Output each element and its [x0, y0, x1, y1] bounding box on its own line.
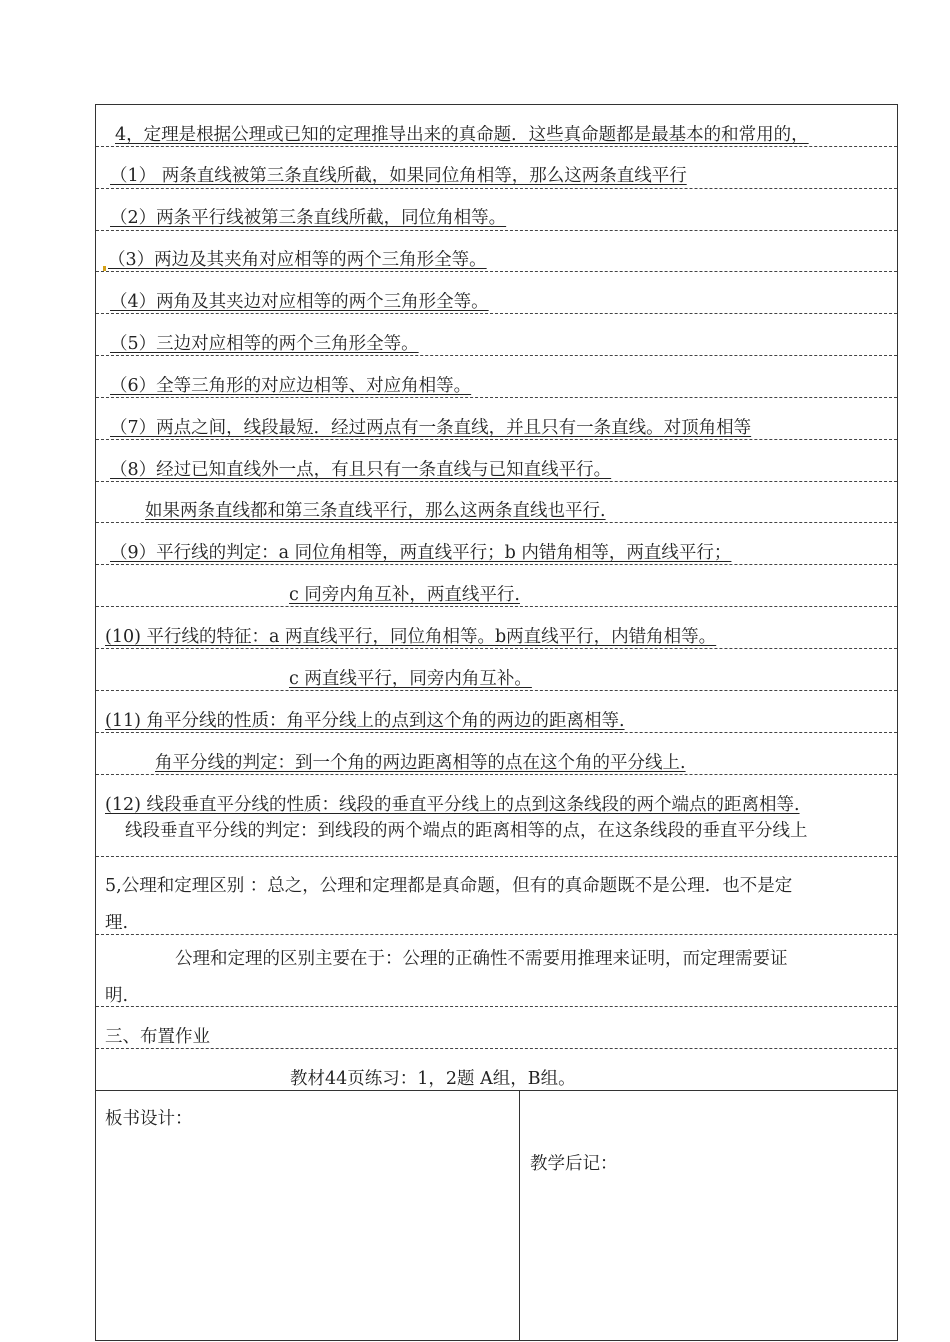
theorem-2: （2）两条平行线被第三条直线所截，同位角相等。: [110, 208, 507, 228]
theorem-6: （6）全等三角形的对应边相等、对应角相等。: [110, 376, 472, 396]
dashed-rule: [96, 564, 897, 565]
dashed-rule: [96, 355, 897, 356]
table-divider-vertical: [519, 1090, 520, 1341]
theorem-12-converse: 线段垂直平分线的判定：到线段的两个端点的距离相等的点，在这条线段的垂直平分线上: [125, 821, 808, 841]
axiom-theorem-main-difference: 公理和定理的区别主要在于：公理的正确性不需要用推理来证明，而定理需要证: [175, 949, 788, 969]
theorem-1: （1） 两条直线被第三条直线所截，如果同位角相等，那么这两条直线平行: [110, 166, 687, 186]
theorem-12: (12) 线段垂直平分线的性质：线段的垂直平分线上的点到这条线段的两个端点的距离相等.: [105, 795, 800, 815]
teaching-notes-label: 教学后记：: [530, 1154, 618, 1174]
homework-assignment: 教材44页练习：1，2题 A组，B组。: [290, 1069, 576, 1089]
dashed-rule: [96, 188, 897, 189]
dashed-rule: [96, 271, 897, 272]
dashed-rule: [96, 856, 897, 857]
theorem-11: (11) 角平分线的性质：角平分线上的点到这个角的两边的距离相等.: [105, 711, 625, 731]
theorem-intro: 4，定理是根据公理或已知的定理推导出来的真命题．这些真命题都是最基本的和常用的，: [115, 125, 809, 145]
theorem-9-c: c 同旁内角互补，两直线平行.: [289, 585, 520, 605]
axiom-theorem-main-difference-cont: 明.: [105, 986, 129, 1006]
dashed-rule: [96, 522, 897, 523]
theorem-8: （8）经过已知直线外一点，有且只有一条直线与已知直线平行。: [110, 460, 612, 480]
theorem-5: （5）三边对应相等的两个三角形全等。: [110, 334, 419, 354]
axiom-theorem-difference-cont: 理.: [105, 913, 129, 933]
dashed-rule: [96, 397, 897, 398]
theorem-3: （3）两边及其夹角对应相等的两个三角形全等。: [103, 249, 895, 271]
dashed-rule: [96, 146, 897, 147]
theorem-8-corollary: 如果两条直线都和第三条直线平行，那么这两条直线也平行.: [145, 501, 606, 521]
dashed-rule: [96, 481, 897, 482]
dashed-rule: [96, 648, 897, 649]
homework-heading: 三、布置作业: [105, 1027, 210, 1047]
dashed-rule: [96, 230, 897, 231]
theorem-10-c: c 两直线平行，同旁内角互补。: [289, 669, 532, 689]
dashed-rule: [96, 774, 897, 775]
dashed-rule: [96, 1048, 897, 1049]
board-design-label: 板书设计：: [105, 1109, 193, 1129]
table-divider-horizontal: [95, 1090, 898, 1091]
dashed-rule: [96, 1006, 897, 1007]
dashed-rule: [96, 606, 897, 607]
dashed-rule: [96, 732, 897, 733]
theorem-10: (10) 平行线的特征：a 两直线平行，同位角相等。b两直线平行，内错角相等。: [105, 627, 717, 647]
dashed-rule: [96, 439, 897, 440]
axiom-theorem-difference: 5,公理和定理区别 ：总之，公理和定理都是真命题，但有的真命题既不是公理．也不是定: [105, 876, 793, 896]
theorem-11-converse: 角平分线的判定：到一个角的两边距离相等的点在这个角的平分线上.: [155, 753, 686, 773]
dashed-rule: [96, 690, 897, 691]
theorem-4: （4）两角及其夹边对应相等的两个三角形全等。: [110, 292, 489, 312]
dashed-rule: [96, 934, 897, 935]
dashed-rule: [96, 313, 897, 314]
theorem-7: （7）两点之间，线段最短．经过两点有一条直线，并且只有一条直线。对顶角相等: [110, 418, 752, 438]
theorem-9: （9）平行线的判定：a 同位角相等，两直线平行；b 内错角相等，两直线平行；: [110, 543, 732, 563]
